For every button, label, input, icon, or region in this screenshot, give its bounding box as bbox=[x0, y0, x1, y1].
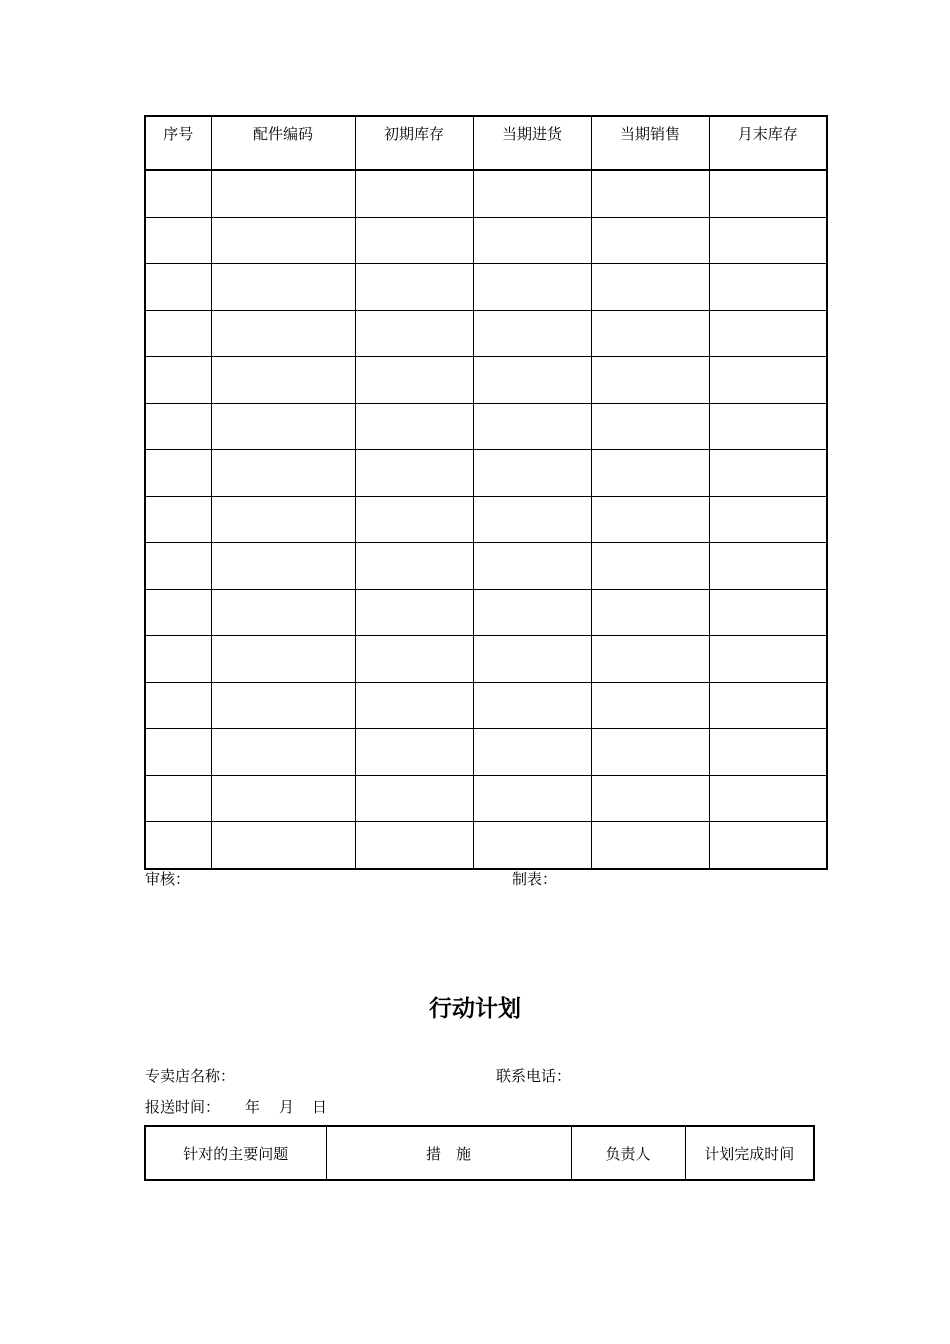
store-name-label: 专卖店名称： bbox=[145, 1067, 236, 1085]
table-cell[interactable] bbox=[591, 822, 709, 869]
header-owner: 负责人 bbox=[571, 1126, 685, 1180]
table-cell[interactable] bbox=[145, 775, 211, 822]
table-row bbox=[145, 636, 827, 683]
year-label: 年 bbox=[245, 1098, 261, 1116]
table-cell[interactable] bbox=[709, 682, 827, 729]
table-cell[interactable] bbox=[145, 589, 211, 636]
table-cell[interactable] bbox=[355, 450, 473, 497]
plan-title: 行动计划 bbox=[429, 996, 521, 1022]
header-opening-stock: 初期库存 bbox=[355, 116, 473, 170]
prepared-by-label: 制表： bbox=[512, 870, 558, 888]
table-row bbox=[145, 682, 827, 729]
table-row bbox=[145, 403, 827, 450]
table-row bbox=[145, 264, 827, 311]
table-cell[interactable] bbox=[211, 729, 355, 776]
table-cell[interactable] bbox=[355, 589, 473, 636]
table-cell[interactable] bbox=[591, 403, 709, 450]
table-cell[interactable] bbox=[709, 403, 827, 450]
table-cell[interactable] bbox=[591, 682, 709, 729]
table-cell[interactable] bbox=[355, 264, 473, 311]
table-cell[interactable] bbox=[709, 589, 827, 636]
header-period-purchase: 当期进货 bbox=[473, 116, 591, 170]
table-cell[interactable] bbox=[709, 822, 827, 869]
table-cell[interactable] bbox=[591, 264, 709, 311]
table-cell[interactable] bbox=[355, 170, 473, 217]
table-cell[interactable] bbox=[709, 496, 827, 543]
table-row bbox=[145, 450, 827, 497]
table-cell[interactable] bbox=[211, 543, 355, 590]
inventory-body bbox=[145, 170, 827, 869]
table-cell[interactable] bbox=[473, 403, 591, 450]
table-cell[interactable] bbox=[211, 357, 355, 404]
table-cell[interactable] bbox=[355, 217, 473, 264]
table-cell[interactable] bbox=[145, 217, 211, 264]
table-cell[interactable] bbox=[145, 403, 211, 450]
table-cell[interactable] bbox=[355, 543, 473, 590]
action-plan-table bbox=[144, 1125, 815, 1181]
inventory-table bbox=[144, 115, 828, 870]
table-cell[interactable] bbox=[473, 170, 591, 217]
table-cell[interactable] bbox=[591, 589, 709, 636]
table-row bbox=[145, 496, 827, 543]
table-cell[interactable] bbox=[145, 543, 211, 590]
table-cell[interactable] bbox=[709, 357, 827, 404]
header-measures: 措 施 bbox=[326, 1126, 571, 1180]
table-row bbox=[145, 822, 827, 869]
month-label: 月 bbox=[279, 1098, 295, 1116]
table-cell[interactable] bbox=[145, 822, 211, 869]
table-cell[interactable] bbox=[211, 636, 355, 683]
phone-label: 联系电话： bbox=[496, 1067, 572, 1085]
table-cell[interactable] bbox=[145, 496, 211, 543]
table-cell[interactable] bbox=[211, 775, 355, 822]
table-cell[interactable] bbox=[709, 170, 827, 217]
table-cell[interactable] bbox=[145, 682, 211, 729]
table-row bbox=[145, 217, 827, 264]
table-cell[interactable] bbox=[211, 682, 355, 729]
day-label: 日 bbox=[312, 1098, 328, 1116]
table-cell[interactable] bbox=[211, 822, 355, 869]
table-row bbox=[145, 543, 827, 590]
table-row bbox=[145, 357, 827, 404]
table-cell[interactable] bbox=[355, 403, 473, 450]
table-cell[interactable] bbox=[355, 682, 473, 729]
table-row bbox=[145, 170, 827, 217]
table-cell[interactable] bbox=[473, 217, 591, 264]
table-cell[interactable] bbox=[473, 264, 591, 311]
header-period-sales: 当期销售 bbox=[591, 116, 709, 170]
table-cell[interactable] bbox=[211, 310, 355, 357]
table-row bbox=[145, 589, 827, 636]
table-cell[interactable] bbox=[355, 357, 473, 404]
table-cell[interactable] bbox=[709, 636, 827, 683]
table-cell[interactable] bbox=[473, 775, 591, 822]
table-cell[interactable] bbox=[145, 729, 211, 776]
table-cell[interactable] bbox=[473, 357, 591, 404]
table-cell[interactable] bbox=[709, 310, 827, 357]
table-cell[interactable] bbox=[591, 217, 709, 264]
table-cell[interactable] bbox=[145, 636, 211, 683]
review-label: 审核： bbox=[145, 870, 191, 888]
table-cell[interactable] bbox=[709, 775, 827, 822]
table-cell[interactable] bbox=[145, 310, 211, 357]
table-cell[interactable] bbox=[591, 310, 709, 357]
table-row bbox=[145, 729, 827, 776]
table-cell[interactable] bbox=[473, 450, 591, 497]
table-cell[interactable] bbox=[211, 496, 355, 543]
table-cell[interactable] bbox=[473, 543, 591, 590]
table-cell[interactable] bbox=[355, 729, 473, 776]
header-serial-number: 序号 bbox=[145, 116, 211, 170]
table-cell[interactable] bbox=[709, 217, 827, 264]
table-cell[interactable] bbox=[473, 589, 591, 636]
table-cell[interactable] bbox=[591, 170, 709, 217]
table-cell[interactable] bbox=[709, 450, 827, 497]
table-cell[interactable] bbox=[591, 775, 709, 822]
table-cell[interactable] bbox=[473, 496, 591, 543]
report-time-label: 报送时间： bbox=[145, 1098, 221, 1116]
table-cell[interactable] bbox=[473, 310, 591, 357]
table-cell[interactable] bbox=[145, 450, 211, 497]
table-cell[interactable] bbox=[709, 264, 827, 311]
table-row bbox=[145, 310, 827, 357]
table-cell[interactable] bbox=[473, 729, 591, 776]
table-cell[interactable] bbox=[473, 682, 591, 729]
table-cell[interactable] bbox=[211, 589, 355, 636]
table-cell[interactable] bbox=[355, 775, 473, 822]
header-completion-time: 计划完成时间 bbox=[685, 1126, 814, 1180]
table-cell[interactable] bbox=[591, 357, 709, 404]
table-cell[interactable] bbox=[211, 450, 355, 497]
table-cell[interactable] bbox=[355, 496, 473, 543]
header-month-end-stock: 月末库存 bbox=[709, 116, 827, 170]
table-cell[interactable] bbox=[211, 264, 355, 311]
header-main-issue: 针对的主要问题 bbox=[145, 1126, 326, 1180]
table-cell[interactable] bbox=[591, 729, 709, 776]
inventory-header-row bbox=[145, 116, 827, 170]
table-row bbox=[145, 775, 827, 822]
table-cell[interactable] bbox=[591, 450, 709, 497]
table-cell[interactable] bbox=[355, 822, 473, 869]
header-part-code: 配件编码 bbox=[211, 116, 355, 170]
table-cell[interactable] bbox=[211, 217, 355, 264]
table-cell[interactable] bbox=[145, 357, 211, 404]
table-cell[interactable] bbox=[591, 636, 709, 683]
table-cell[interactable] bbox=[709, 543, 827, 590]
table-cell[interactable] bbox=[473, 822, 591, 869]
table-cell[interactable] bbox=[145, 264, 211, 311]
table-cell[interactable] bbox=[473, 636, 591, 683]
plan-header-row bbox=[145, 1126, 814, 1180]
table-cell[interactable] bbox=[355, 636, 473, 683]
table-cell[interactable] bbox=[709, 729, 827, 776]
table-cell[interactable] bbox=[145, 170, 211, 217]
table-cell[interactable] bbox=[355, 310, 473, 357]
table-cell[interactable] bbox=[591, 496, 709, 543]
table-cell[interactable] bbox=[591, 543, 709, 590]
table-cell[interactable] bbox=[211, 403, 355, 450]
table-cell[interactable] bbox=[211, 170, 355, 217]
